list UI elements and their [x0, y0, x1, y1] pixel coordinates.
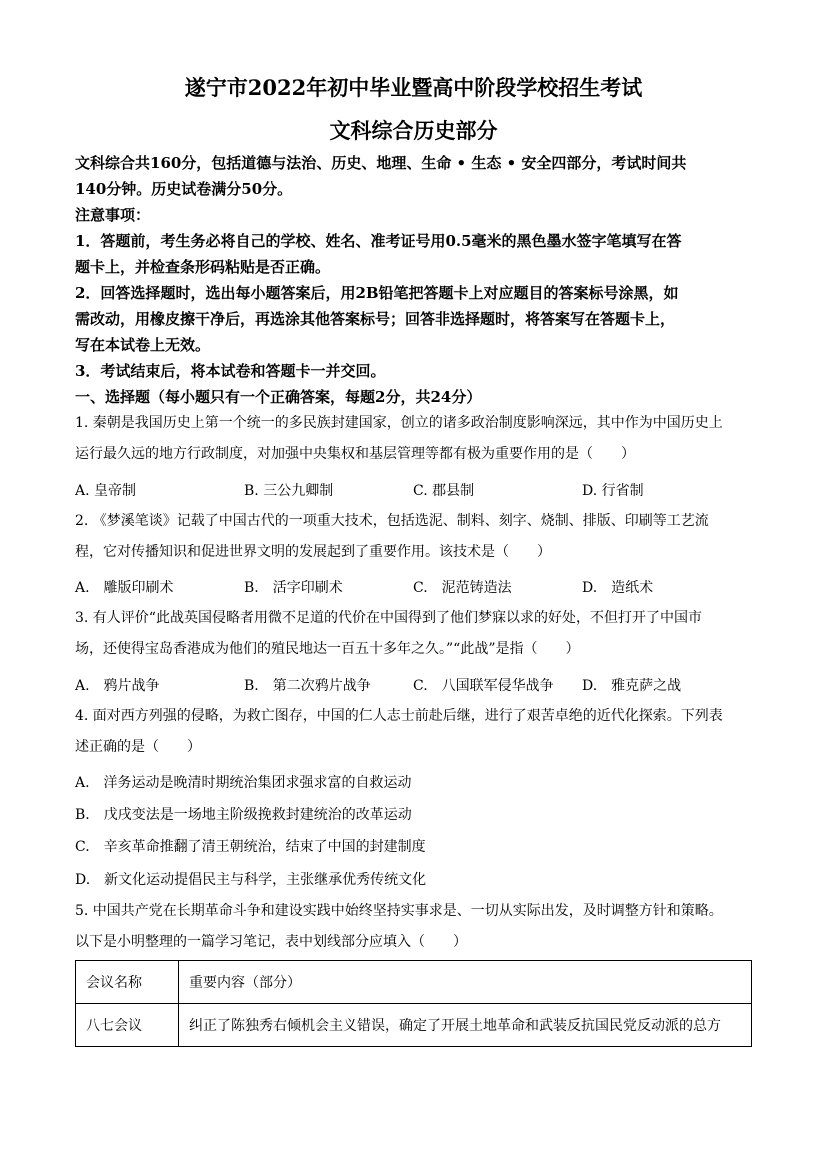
- option-a: A. 皇帝制: [75, 483, 137, 499]
- table-header-row: [76, 961, 752, 1004]
- section-heading: 一、选择题（每小题只有一个正确答案，每题2分，共24分）: [75, 388, 482, 406]
- question-3-options: [75, 675, 755, 697]
- question-4: [75, 701, 755, 763]
- question-line: 3. 有人评价“此战英国侵略者用微不足道的代价在中国得到了他们梦寐以求的好处，不但打开了中国市: [75, 610, 702, 626]
- option-b: B. 三公九卿制: [244, 483, 334, 499]
- question-line: 场，还使得宝岛香港成为他们的殖民地达一百五十多年之久。”“此战”是指（ ）: [75, 641, 580, 657]
- table-cell: 八七会议: [76, 1004, 179, 1047]
- option-d: D. 行省制: [582, 483, 644, 499]
- question-line: 程，它对传播知识和促进世界文明的发展起到了重要作用。该技术是（ ）: [75, 544, 551, 560]
- question-2-options: [75, 577, 755, 599]
- question-1-options: [75, 480, 755, 502]
- note-line: 题卡上，并检查条形码粘贴是否正确。: [75, 258, 331, 276]
- question-line: 5. 中国共产党在长期革命斗争和建设实践中始终坚持实事求是、一切从实际出发，及时调整方针和策略。: [75, 903, 723, 919]
- intro-line: 文科综合共160分，包括道德与法治、历史、地理、生命 • 生态 • 安全四部分，考试时间共: [75, 154, 687, 172]
- exam-subtitle: 文科综合历史部分: [329, 118, 498, 143]
- option-b: B. 戊戌变法是一场地主阶级挽救封建统治的改革运动: [75, 807, 412, 823]
- note-line: 需改动，用橡皮擦干净后，再选涂其他答案标号；回答非选择题时，将答案写在答题卡上，: [75, 310, 676, 328]
- option-d: D. 雅克萨之战: [582, 678, 682, 694]
- question-line: 2. 《梦溪笔谈》记载了中国古代的一项重大技术，包括选泥、制料、刻字、烧制、排版、印刷等工艺流: [75, 513, 709, 529]
- question-line: 4. 面对西方列强的侵略，为救亡图存，中国的仁人志士前赴后继，进行了艰苦卓绝的近代化探索。下列表: [75, 708, 723, 724]
- notes-heading: 注意事项：: [75, 206, 151, 224]
- table-cell: 纠正了陈独秀右倾机会主义错误，确定了开展土地革命和武装反抗国民党反动派的总方: [179, 1004, 752, 1047]
- option-b: B. 活字印刷术: [244, 580, 343, 596]
- question-1: [75, 408, 755, 470]
- note-line: 3．考试结束后，将本试卷和答题卡一并交回。: [75, 362, 386, 380]
- option-d: D. 造纸术: [582, 580, 654, 596]
- option-c: C. 泥范铸造法: [413, 580, 512, 596]
- option-c: C. 辛亥革命推翻了清王朝统治，结束了中国的封建制度: [75, 839, 426, 855]
- question-line: 述正确的是（ ）: [75, 739, 201, 755]
- option-a: A. 洋务运动是晚清时期统治集团求强求富的自救运动: [75, 775, 412, 791]
- option-b: B. 第二次鸦片战争: [244, 678, 371, 694]
- intro-line: 140分钟。历史试卷满分50分。: [75, 180, 293, 198]
- table-header-cell: 会议名称: [76, 961, 179, 1004]
- option-d: D. 新文化运动提倡民主与科学，主张继承优秀传统文化: [75, 872, 427, 888]
- question-line: 运行最久远的地方行政制度，对加强中央集权和基层管理等都有极为重要作用的是（ ）: [75, 446, 635, 462]
- question-2: [75, 506, 755, 568]
- question-line: 以下是小明整理的一篇学习笔记，表中划线部分应填入（ ）: [75, 934, 467, 950]
- exam-title: 遂宁市2022年初中毕业暨高中阶段学校招生考试: [184, 75, 643, 100]
- meeting-table: [75, 960, 752, 1047]
- table-header-cell: 重要内容（部分）: [179, 961, 752, 1004]
- question-line: 1. 秦朝是我国历史上第一个统一的多民族封建国家，创立的诸多政治制度影响深远，其中作为中国历史上: [75, 415, 723, 431]
- table-row: [76, 1004, 752, 1047]
- question-3: [75, 603, 755, 665]
- option-a: A. 雕版印刷术: [75, 580, 174, 596]
- notes-block: [75, 202, 755, 410]
- option-a: A. 鸦片战争: [75, 678, 160, 694]
- option-c: C. 郡县制: [413, 483, 475, 499]
- note-line: 写在本试卷上无效。: [75, 336, 211, 354]
- intro-text: [75, 150, 755, 202]
- note-line: 2．回答选择题时，选出每小题答案后，用2B铅笔把答题卡上对应题目的答案标号涂黑，如: [75, 284, 679, 302]
- question-5: [75, 896, 755, 958]
- note-line: 1．答题前，考生务必将自己的学校、姓名、准考证号用0.5毫米的黑色墨水签字笔填写在答: [75, 232, 682, 250]
- option-c: C. 八国联军侵华战争: [413, 678, 554, 694]
